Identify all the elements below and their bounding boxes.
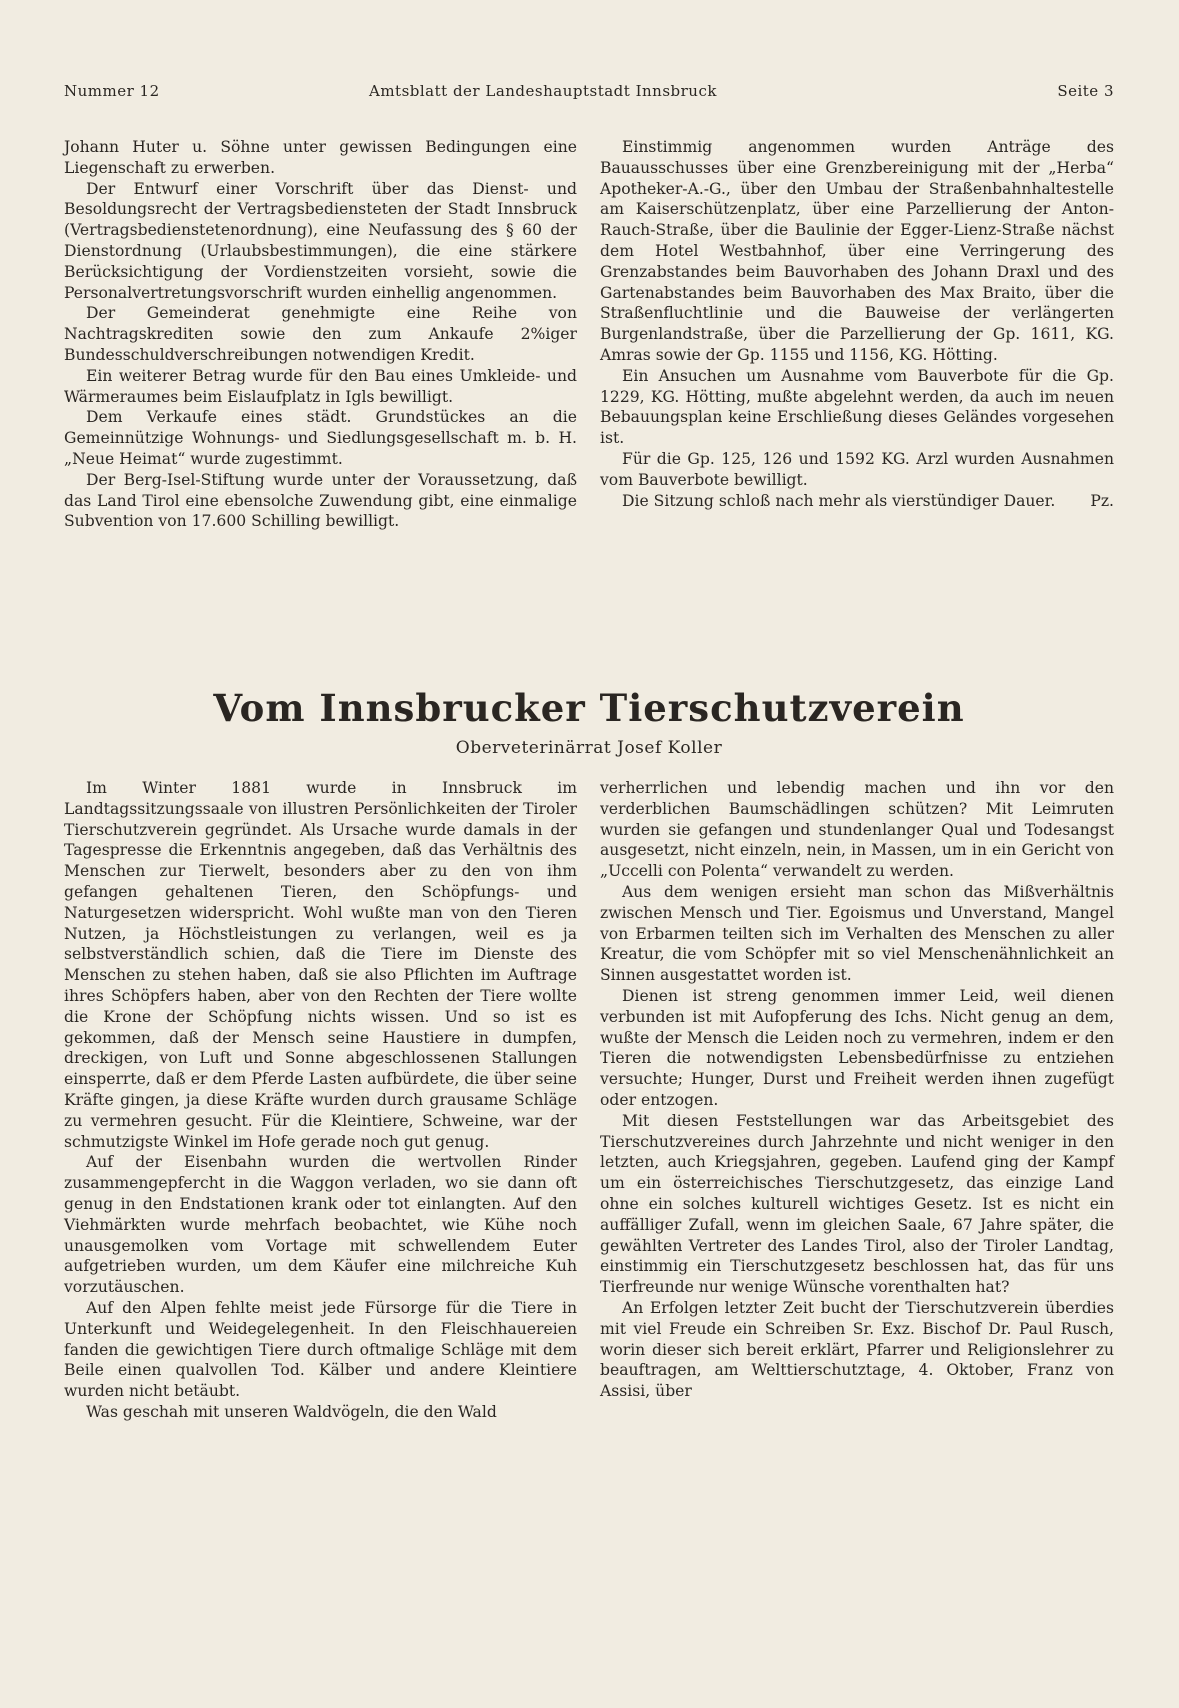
paragraph: Für die Gp. 125, 126 und 1592 KG. Arzl wurden Ausnahmen vom Bauverbote bewilligt.	[600, 449, 1114, 489]
paragraph: Der Berg-Isel-Stiftung wurde unter der Voraussetzung, daß das Land Tirol eine ebensolche Zuwendung gibt, eine einmalige Subvention von 17.600 Schilling bewilligt.	[64, 470, 577, 531]
paragraph: Johann Huter u. Söhne unter gewissen Bedingungen eine Liegenschaft zu erwerben.	[64, 138, 577, 177]
council-report-right-column	[600, 137, 1114, 511]
issue-number: Nummer 12	[64, 82, 160, 100]
council-report-left-column	[64, 137, 577, 532]
paragraph: Einstimmig angenommen wurden Anträge des Bauausschusses über eine Grenzbereinigung mit der „Herba“ Apotheker-A.-G., über den Umbau der Straßenbahnhaltestelle am Kaiserschützenplatz, über eine Parzellierung der Anton-Rauch-Straße, über die Baulinie der Egger-Lienz-Straße nächst dem Hotel Westbahnhof, über eine Verringerung des Grenzabstandes beim Bauvorhaben des Johann Draxl und des Gartenabstandes beim Bauvorhaben des Max Braito, über die Straßenfluchtlinie und die Bauweise der verlängerten Burgenlandstraße, über die Parzellierung der Gp. 1611, KG. Amras sowie der Gp. 1155 und 1156, KG. Hötting.	[600, 138, 1114, 364]
paragraph: Auf den Alpen fehlte meist jede Fürsorge für die Tiere in Unterkunft und Weidegelegenheit. In den Fleischhauereien fanden die gewichtigen Tiere durch oftmalige Schläge mit dem Beile einen qualvollen Tod. Kälber und andere Kleintiere wurden nicht betäubt.	[64, 1298, 577, 1401]
article-author: Oberveterinärrat Josef Koller	[455, 738, 723, 758]
paragraph: Ein weiterer Betrag wurde für den Bau eines Umkleide- und Wärmeraumes beim Eislaufplatz in Igls bewilligt.	[64, 366, 577, 406]
paragraph: Im Winter 1881 wurde in Innsbruck im Landtagssitzungssaale von illustren Persönlichkeiten der Tiroler Tierschutzverein gegründet. Als Ursache wurde damals in der Tagespresse die Erkenntnis angegeben, daß das Verhältnis des Menschen zur Tierwelt, besonders aber zu den von ihm gefangen gehaltenen Tieren, den Schöpfungs- und Naturgesetzen widerspricht. Wohl wußte man von den Tieren Nutzen, ja Höchstleistungen zu verlangen, weil es ja selbstverständlich schien, daß die Tiere im Dienste des Menschen zu stehen haben, daß sie also Pflichten im Auftrage ihres Schöpfers haben, aber von den Rechten der Tiere wollte die Krone der Schöpfung nichts wissen. Und so ist es gekommen, daß der Mensch seine Haustiere in dumpfen, dreckigen, von Luft und Sonne abgeschlossenen Stallungen einsperrte, daß er dem Pferde Lasten aufbürdete, die über seine Kräfte gingen, ja diese Kräfte wurden durch grausame Schläge zu vermehren gesucht. Für die Kleintiere, Schweine, war der schmutzigste Winkel im Hofe gerade noch gut genug.	[64, 779, 577, 1151]
author-signature: Pz.	[1090, 491, 1114, 510]
article-left-column	[64, 778, 577, 1423]
paragraph: Der Gemeinderat genehmigte eine Reihe von Nachtragskrediten sowie den zum Ankaufe 2%iger Bundesschuldverschreibungen notwendigen Kredit.	[64, 304, 577, 364]
article-right-column	[600, 778, 1114, 1402]
paragraph: Dem Verkaufe eines städt. Grundstückes an die Gemeinnützige Wohnungs- und Siedlungsgesellschaft m. b. H. „Neue Heimat“ wurde zugestimmt.	[64, 408, 577, 468]
paragraph: Dienen ist streng genommen immer Leid, weil dienen verbunden ist mit Aufopferung des Ichs. Nicht genug an dem, wußte der Mensch die Leiden noch zu vermehren, indem er den Tieren die notwendigsten Lebensbedürfnisse zu entziehen versuchte; Hunger, Durst und Freiheit werden ihnen zugefügt oder entzogen.	[600, 986, 1114, 1109]
paragraph: Aus dem wenigen ersieht man schon das Mißverhältnis zwischen Mensch und Tier. Egoismus und Unverstand, Mangel von Erbarmen teilten sich im Verhalten des Menschen zu aller Kreatur, die vom Schöpfer mit so viel Menschenähnlichkeit an Sinnen ausgestattet worden ist.	[600, 882, 1114, 985]
closing-paragraph	[600, 491, 1114, 512]
closing-text: Die Sitzung schloß nach mehr als vierstündiger Dauer.	[622, 491, 1056, 510]
paragraph: An Erfolgen letzter Zeit bucht der Tierschutzverein überdies mit viel Freude ein Schreiben Sr. Exz. Bischof Dr. Paul Rusch, worin dieser sich bereit erklärt, Pfarrer und Religionslehrer zu beauftragen, am Welttierschutztage, 4. Oktober, Franz von Assisi, über	[600, 1298, 1114, 1401]
page-number: Seite 3	[1057, 82, 1114, 100]
paragraph: Der Entwurf einer Vorschrift über das Dienst- und Besoldungsrecht der Vertragsbediensteten der Stadt Innsbruck (Vertragsbedienstetenordnung), eine Neufassung des § 60 der Dienstordnung (Urlaubsbestimmungen), die eine stärkere Berücksichtigung der Vordienstzeiten vorsieht, sowie die Personalvertretungsvorschrift wurden einhellig angenommen.	[64, 179, 577, 302]
publication-title: Amtsblatt der Landeshauptstadt Innsbruck	[369, 82, 717, 100]
paragraph: Mit diesen Feststellungen war das Arbeitsgebiet des Tierschutzvereines durch Jahrzehnte und nicht weniger in den letzten, auch Kriegsjahren, gegeben. Laufend ging der Kampf um ein österreichisches Tierschutzgesetz, das einzige Land ohne ein solches kulturell wichtiges Gesetz. Ist es nicht ein auffälliger Zufall, wenn im gleichen Saale, 67 Jahre später, die gewählten Vertreter des Landes Tirol, also der Tiroler Landtag, einstimmig ein Tierschutzgesetz beschlossen hat, das für uns Tierfreunde nur wenige Wünsche vorenthalten hat?	[600, 1111, 1114, 1297]
paragraph: Was geschah mit unseren Waldvögeln, die den Wald	[86, 1402, 497, 1421]
paragraph: Auf der Eisenbahn wurden die wertvollen Rinder zusammengepfercht in die Waggon verladen, wo sie dann oft genug in den Endstationen krank oder tot einlangten. Auf den Viehmärkten wurde mehrfach beobachtet, wie Kühe noch unausgemolken vom Vortage mit schwellendem Euter aufgetrieben wurden, um dem Käufer eine milchreiche Kuh vorzutäuschen.	[64, 1153, 577, 1297]
paragraph: Ein Ansuchen um Ausnahme vom Bauverbote für die Gp. 1229, KG. Hötting, mußte abgelehnt werden, da auch im neuen Bebauungsplan keine Erschließung dieses Geländes vorgesehen ist.	[600, 366, 1114, 448]
article-title: Vom Innsbrucker Tierschutzverein	[213, 686, 965, 730]
paragraph: verherrlichen und lebendig machen und ihn vor den verderblichen Baumschädlingen schützen? Mit Leimruten wurden sie gefangen und stundenlanger Qual und Todesangst ausgesetzt, nicht einzeln, nein, in Massen, um in ein Gericht von „Uccelli con Polenta“ verwandelt zu werden.	[600, 779, 1114, 881]
